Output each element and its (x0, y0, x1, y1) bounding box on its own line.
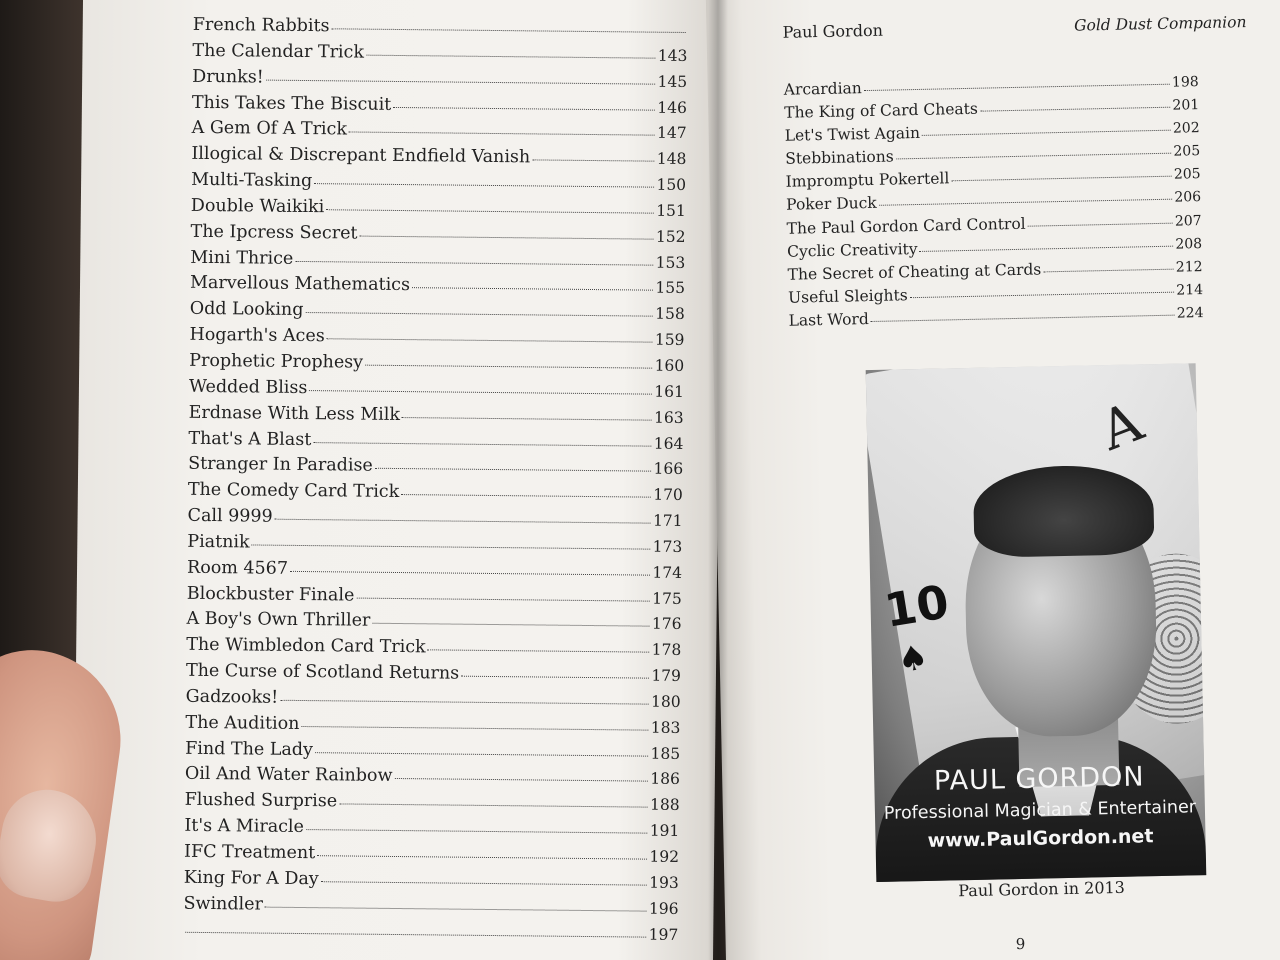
toc-dot-leader (412, 282, 653, 292)
toc-entry-page: 164 (653, 434, 684, 453)
toc-dot-leader (265, 900, 647, 911)
toc-dot-leader (290, 565, 651, 576)
toc-entry-title: Wedded Bliss (188, 376, 308, 398)
toc-entry-page: 155 (655, 279, 686, 298)
toc-dot-leader (394, 772, 648, 782)
toc-entry-title: Last Word (788, 309, 869, 330)
toc-dot-leader (864, 78, 1170, 91)
toc-entry-title: Prophetic Prophesy (189, 350, 364, 373)
toc-dot-leader (922, 124, 1171, 136)
toc-entry-page: 193 (649, 873, 679, 892)
toc-dot-leader (532, 154, 655, 162)
toc-entry-title: Drunks! (192, 66, 264, 88)
toc-entry-page: 178 (651, 640, 682, 660)
toc-entry-page: 152 (655, 227, 686, 246)
toc-entry-title: Poker Duck (786, 194, 877, 215)
toc-dot-leader (393, 100, 655, 110)
toc-entry-title: A Gem Of A Trick (191, 118, 348, 140)
toc-entry-title: Impromptu Pokertell (785, 169, 950, 192)
toc-entry-title: The Ipcress Secret (190, 221, 358, 244)
toc-entry-title: IFC Treatment (183, 841, 316, 864)
toc-entry-title: The Curse of Scotland Returns (185, 660, 460, 684)
toc-entry (187, 504, 682, 535)
toc-entry-page: 160 (654, 356, 685, 375)
toc-entry-title: Gadzooks! (185, 686, 279, 708)
toc-entry-page: 151 (656, 201, 686, 220)
toc-entry-title: Let's Twist Again (784, 124, 921, 145)
toc-entry-title: Flushed Surprise (184, 790, 338, 812)
book-gutter (708, 0, 728, 960)
toc-entry-page: 192 (649, 847, 680, 866)
toc-entry-title: Mini Thrice (190, 247, 294, 269)
toc-entry-title: Piatnik (187, 531, 250, 553)
toc-entry-page: 148 (656, 149, 687, 169)
toc-dot-leader (317, 849, 647, 859)
toc-entry-title: King For A Day (183, 867, 319, 890)
toc-entry-title: Cyclic Creativity (786, 239, 918, 261)
toc-entry-title: Odd Looking (189, 299, 304, 321)
toc-dot-leader (401, 488, 651, 498)
spade-icon: ♠ (894, 637, 932, 682)
toc-dot-leader (321, 875, 648, 885)
toc-entry-title: Multi-Tasking (191, 169, 313, 192)
toc-entry-title: Hogarth's Aces (189, 324, 325, 347)
toc-entry-page: 202 (1172, 120, 1200, 137)
toc-entry-page: 150 (656, 175, 687, 195)
toc-dot-leader (372, 617, 650, 627)
toc-entry-page: 174 (652, 563, 683, 582)
toc-entry-title: Find The Lady (185, 738, 314, 760)
photo-caption: Paul Gordon in 2013 (958, 877, 1126, 901)
toc-entry-page: 170 (653, 485, 683, 505)
toc-entry-page: 198 (1171, 74, 1199, 91)
toc-dot-leader (910, 285, 1175, 298)
toc-dot-leader (951, 170, 1172, 182)
running-header-author: Paul Gordon (782, 20, 884, 42)
toc-dot-leader (356, 591, 650, 601)
toc-dot-leader (359, 229, 654, 239)
toc-dot-leader (428, 644, 650, 653)
toc-entry-page: 163 (653, 408, 684, 427)
toc-entry-page: 147 (656, 124, 687, 143)
toc-entry-page: 153 (655, 253, 686, 272)
toc-entry-page: 212 (1175, 258, 1203, 276)
toc-entry-page: 208 (1175, 235, 1203, 253)
toc-dot-leader (280, 694, 649, 705)
toc-dot-leader (980, 101, 1171, 112)
toc-dot-leader (402, 411, 652, 421)
toc-entry-page: 166 (653, 460, 684, 479)
toc-entry-title: The Paul Gordon Card Control (786, 214, 1026, 238)
toc-entry-title: Erdnase With Less Milk (188, 402, 401, 425)
toc-dot-leader (306, 823, 648, 834)
toc-entry-page: 205 (1173, 166, 1201, 183)
left-table-of-contents (183, 13, 688, 949)
toc-entry-page: 143 (657, 46, 688, 65)
toc-dot-leader (326, 203, 654, 213)
page-number: 9 (1015, 934, 1026, 954)
toc-dot-leader (305, 306, 653, 317)
toc-dot-leader (871, 309, 1175, 322)
toc-entry-page: 176 (651, 615, 682, 634)
toc-dot-leader (301, 720, 648, 731)
toc-entry-title: The King of Card Cheats (784, 99, 979, 122)
toc-dot-leader (365, 359, 653, 369)
toc-dot-leader (1043, 262, 1174, 272)
toc-entry-title: Oil And Water Rainbow (184, 764, 393, 787)
toc-entry-title: A Boy's Own Thriller (186, 609, 371, 632)
toc-entry-title: The Comedy Card Trick (187, 479, 400, 503)
toc-entry-title: Illogical & Discrepant Endfield Vanish (191, 144, 531, 168)
left-page (73, 0, 723, 960)
toc-dot-leader (349, 126, 655, 136)
photo-tagline-text: Professional Magician & Entertainer (883, 797, 1197, 824)
toc-entry-title: French Rabbits (192, 14, 330, 37)
toc-dot-leader (375, 462, 652, 472)
toc-dot-leader (315, 746, 649, 756)
toc-entry-page: 186 (650, 770, 680, 789)
toc-entry (183, 917, 678, 948)
toc-entry-title: The Audition (185, 712, 300, 734)
toc-dot-leader (309, 384, 652, 395)
toc-entry-title: Double Waikiki (190, 195, 325, 218)
running-header-book-title: Gold Dust Companion (1073, 13, 1247, 35)
toc-entry-page: 196 (648, 899, 679, 918)
toc-entry-title: Stranger In Paradise (188, 454, 373, 477)
toc-entry-page: 161 (654, 382, 685, 401)
toc-dot-leader (461, 670, 649, 679)
portrait-photo (866, 363, 1207, 882)
toc-entry (183, 891, 678, 922)
toc-entry (192, 39, 687, 70)
toc-entry-title: Useful Sleights (787, 286, 908, 307)
card-index-label: 10 (880, 574, 953, 638)
toc-dot-leader (314, 177, 654, 188)
toc-dot-leader (896, 147, 1172, 160)
toc-entry-title: Blockbuster Finale (186, 583, 355, 606)
toc-dot-leader (327, 332, 653, 342)
toc-entry-page: 206 (1174, 189, 1202, 207)
toc-entry-page: 158 (655, 304, 685, 324)
toc-entry-title: Marvellous Mathematics (189, 273, 411, 296)
toc-dot-leader (266, 73, 656, 84)
toc-entry-page: 145 (657, 72, 688, 91)
toc-dot-leader (275, 513, 651, 524)
toc-dot-leader (295, 255, 653, 266)
toc-entry-title: Room 4567 (186, 557, 289, 579)
toc-dot-leader (332, 22, 686, 33)
toc-dot-leader (339, 798, 648, 808)
toc-entry-page: 185 (650, 744, 681, 763)
toc-dot-leader (366, 48, 656, 58)
toc-entry-page: 188 (649, 795, 680, 815)
toc-entry-page: 180 (651, 692, 681, 711)
toc-entry-title: Swindler (183, 893, 264, 915)
card-corner-letter: A (1091, 389, 1151, 463)
toc-entry-page: 159 (654, 330, 685, 350)
toc-dot-leader (1028, 216, 1173, 226)
toc-dot-leader (919, 239, 1173, 251)
toc-entry-page: 197 (648, 925, 679, 944)
toc-entry-title: Call 9999 (187, 505, 273, 527)
toc-entry-page: 146 (657, 98, 688, 117)
toc-entry-page: 201 (1172, 97, 1200, 114)
toc-entry-page: 173 (652, 537, 683, 556)
toc-entry-title: Stebbinations (785, 147, 894, 169)
toc-entry-page: 179 (651, 666, 682, 686)
toc-entry-title: It's A Miracle (184, 815, 305, 838)
toc-dot-leader (313, 436, 652, 447)
photo-name-text: PAUL GORDON (933, 761, 1145, 797)
toc-entry-title: The Secret of Cheating at Cards (787, 260, 1042, 284)
toc-entry-page: 207 (1174, 212, 1202, 230)
toc-dot-leader (879, 193, 1173, 206)
toc-entry-title: Arcardian (783, 79, 862, 99)
toc-entry-page: 191 (649, 821, 680, 841)
toc-entry-page: 205 (1173, 143, 1201, 160)
toc-entry-title: This Takes The Biscuit (191, 92, 392, 115)
toc-entry-page: 175 (652, 589, 682, 608)
toc-dot-leader (252, 538, 651, 549)
toc-entry-page: 224 (1176, 304, 1204, 322)
right-table-of-contents (784, 70, 1204, 333)
toc-entry-title: The Wimbledon Card Trick (186, 635, 426, 658)
photo-url-text: www.PaulGordon.net (927, 825, 1154, 852)
toc-entry-page: 183 (650, 718, 681, 737)
toc-entry-title: The Calendar Trick (192, 40, 365, 63)
toc-dot-leader (185, 925, 646, 937)
toc-entry-page: 171 (652, 511, 683, 531)
toc-entry-title: That's A Blast (188, 428, 312, 450)
right-page (706, 0, 1280, 960)
toc-entry-page: 214 (1176, 281, 1204, 299)
